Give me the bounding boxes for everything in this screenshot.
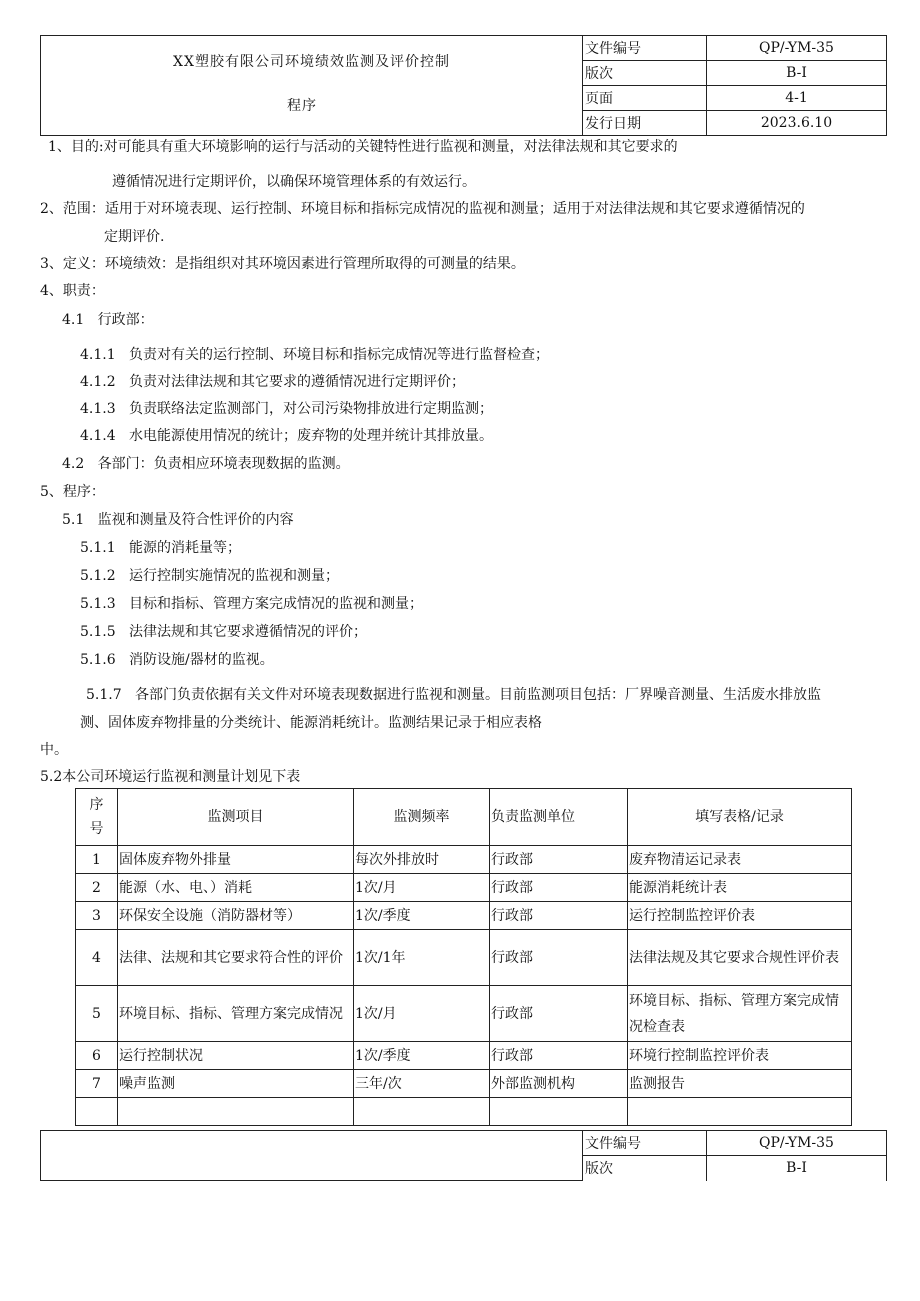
header-frequency: 监测频率 [354, 789, 490, 846]
row-no: 5 [76, 986, 118, 1042]
doc-number-label: 文件编号 [583, 36, 707, 61]
issue-date-label: 发行日期 [583, 111, 707, 136]
row-record: 环境目标、指标、管理方案完成情况检查表 [628, 986, 852, 1042]
table-row [76, 846, 852, 874]
item-4-1: 4.1 行政部： [62, 312, 154, 328]
header-no [76, 789, 118, 846]
item-5-1-5: 5.1.5 法律法规和其它要求遵循情况的评价； [80, 624, 367, 640]
row-item: 法律、法规和其它要求符合性的评价 [118, 930, 354, 986]
row-frequency: 1次/月 [354, 874, 490, 902]
item-5-1-7-end: 中。 [40, 742, 68, 758]
row-record: 能源消耗统计表 [628, 874, 852, 902]
row-unit: 行政部 [490, 986, 628, 1042]
row-record: 废弃物清运记录表 [628, 846, 852, 874]
section-procedure: 5、程序： [40, 484, 105, 500]
issue-date-value: 2023.6.10 [707, 111, 887, 136]
table-row [76, 902, 852, 930]
section-purpose-cont: 遵循情况进行定期评价，以确保环境管理体系的有效运行。 [112, 174, 476, 190]
version-value: B-I [707, 61, 887, 86]
item-5-1-2: 5.1.2 运行控制实施情况的监视和测量； [80, 568, 339, 584]
header-record: 填写表格/记录 [628, 789, 852, 846]
table-header-row [76, 789, 852, 846]
row-record: 监测报告 [628, 1070, 852, 1098]
row-record: 环境行控制监控评价表 [628, 1042, 852, 1070]
document-title-line2: 程序 [287, 98, 317, 114]
row-no: 6 [76, 1042, 118, 1070]
item-4-1-3: 4.1.3 负责联络法定监测部门，对公司污染物排放进行定期监测； [80, 401, 493, 417]
section-definition: 3、定义：环境绩效：是指组织对其环境因素进行管理所取得的可测量的结果。 [40, 256, 525, 272]
row-item: 运行控制状况 [118, 1042, 354, 1070]
row-frequency: 1次/季度 [354, 902, 490, 930]
header-unit: 负责监测单位 [490, 789, 628, 846]
next-page-header [40, 1130, 887, 1181]
section-scope: 2、范围：适用于对环境表现、运行控制、环境目标和指标完成情况的监视和测量；适用于对法律法规和其它要求遵循情况的 [40, 201, 805, 217]
document-title-line1: XX塑胶有限公司环境绩效监测及评价控制 [173, 54, 450, 70]
next-doc-number-value: QP/-YM-35 [707, 1131, 887, 1156]
table-row [76, 1042, 852, 1070]
row-item: 环境目标、指标、管理方案完成情况 [118, 986, 354, 1042]
row-record: 法律法规及其它要求合规性评价表 [628, 930, 852, 986]
section-scope-cont: 定期评价. [104, 229, 165, 245]
section-responsibilities: 4、职责： [40, 283, 105, 299]
row-unit: 外部监测机构 [490, 1070, 628, 1098]
row-frequency: 三年/次 [354, 1070, 490, 1098]
row-unit: 行政部 [490, 1042, 628, 1070]
table-row [76, 874, 852, 902]
row-item: 固体废弃物外排量 [118, 846, 354, 874]
monitoring-plan-table [75, 788, 852, 1126]
item-5-1-6: 5.1.6 消防设施/器材的监视。 [80, 652, 274, 668]
item-5-1-3: 5.1.3 目标和指标、管理方案完成情况的监视和测量； [80, 596, 423, 612]
row-frequency: 每次外排放时 [354, 846, 490, 874]
page-label: 页面 [583, 86, 707, 111]
item-4-1-2: 4.1.2 负责对法律法规和其它要求的遵循情况进行定期评价； [80, 374, 465, 390]
row-item: 能源（水、电、）消耗 [118, 874, 354, 902]
row-no: 2 [76, 874, 118, 902]
page-value: 4-1 [707, 86, 887, 111]
item-5-1-1: 5.1.1 能源的消耗量等； [80, 540, 241, 556]
row-record: 运行控制监控评价表 [628, 902, 852, 930]
row-frequency: 1次/月 [354, 986, 490, 1042]
item-5-1: 5.1 监视和测量及符合性评价的内容 [62, 512, 294, 528]
next-version-value: B-I [707, 1156, 887, 1181]
table-row [76, 1070, 852, 1098]
table-row [76, 930, 852, 986]
row-unit: 行政部 [490, 930, 628, 986]
row-frequency: 1次/季度 [354, 1042, 490, 1070]
version-label: 版次 [583, 61, 707, 86]
document-header [40, 35, 887, 136]
header-item: 监测项目 [118, 789, 354, 846]
item-4-1-1: 4.1.1 负责对有关的运行控制、环境目标和指标完成情况等进行监督检查； [80, 347, 549, 363]
row-item: 环保安全设施（消防器材等） [118, 902, 354, 930]
row-item: 噪声监测 [118, 1070, 354, 1098]
item-4-2: 4.2 各部门：负责相应环境表现数据的监测。 [62, 456, 350, 472]
next-page-title-cell [41, 1131, 583, 1181]
section-purpose: 1、目的:对可能具有重大环境影响的运行与活动的关键特性进行监视和测量，对法律法规和其它要求的 [48, 139, 678, 155]
row-unit: 行政部 [490, 902, 628, 930]
row-no: 3 [76, 902, 118, 930]
doc-number-value: QP/-YM-35 [707, 36, 887, 61]
table-row [76, 986, 852, 1042]
item-5-1-7: 5.1.7 各部门负责依据有关文件对环境表现数据进行监视和测量。目前监测项目包括：厂界噪音测量、生活废水排放监 [86, 687, 821, 703]
table-row-empty [76, 1098, 852, 1126]
row-no: 1 [76, 846, 118, 874]
row-no: 4 [76, 930, 118, 986]
item-5-1-7-cont: 测、固体废弃物排量的分类统计、能源消耗统计。监测结果记录于相应表格 [80, 715, 542, 731]
row-frequency: 1次/1年 [354, 930, 490, 986]
row-unit: 行政部 [490, 874, 628, 902]
row-no: 7 [76, 1070, 118, 1098]
document-title [41, 36, 583, 136]
item-5-2: 5.2本公司环境运行监视和测量计划见下表 [40, 769, 301, 785]
next-doc-number-label: 文件编号 [583, 1131, 707, 1156]
next-version-label: 版次 [583, 1156, 707, 1181]
row-unit: 行政部 [490, 846, 628, 874]
header-no-text: 序号 [89, 797, 104, 837]
item-4-1-4: 4.1.4 水电能源使用情况的统计；废弃物的处理并统计其排放量。 [80, 428, 493, 444]
